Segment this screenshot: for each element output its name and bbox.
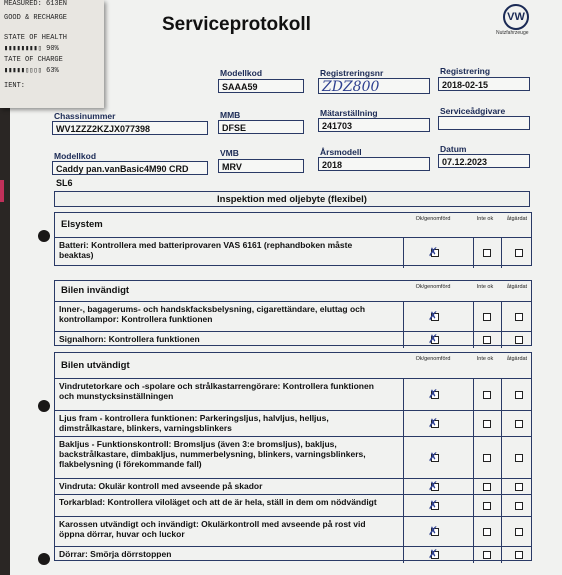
checklist-item-text: Bakljus - Funktionskontroll: Bromsljus (även 3:e bromsljus), bakljus, backstrålkastare, dimbakljus, nummerbelysning, blinkers, varningsblinkers, flakbelysning (i förekommande fall) bbox=[59, 439, 366, 469]
column-divider bbox=[473, 517, 474, 547]
column-divider bbox=[473, 379, 474, 411]
column-divider bbox=[501, 411, 502, 437]
column-divider bbox=[501, 379, 502, 411]
checklist-item-text: Torkarblad: Kontrollera viloläget och att de är hela, ställ in dem om nödvändigt bbox=[59, 497, 377, 507]
check-mark-icon: ✗ bbox=[428, 479, 439, 493]
column-header-inte-ok: Inte ok bbox=[476, 356, 494, 362]
checklist-item-text: Ljus fram - kontrollera funktionen: Parkeringsljus, halvljus, helljus, dimstrålkastare, blinkers, varningsblinkers bbox=[59, 413, 329, 433]
checklist-item-text: Karossen utvändigt och invändigt: Okulärkontroll med avseende på rost vid öppna dörrar, huvar och luckor bbox=[59, 519, 366, 539]
datum-label: Datum bbox=[440, 144, 467, 154]
column-header-inte-ok: Inte ok bbox=[476, 216, 494, 222]
column-divider bbox=[403, 547, 404, 563]
receipt-soh-value: 90% bbox=[46, 45, 59, 53]
arsmodell-field: 2018 bbox=[318, 157, 430, 171]
column-divider bbox=[403, 479, 404, 495]
column-header-atgardat: åtgärdat bbox=[506, 216, 528, 222]
column-header-ok: Ok/genomförd bbox=[415, 284, 451, 290]
column-header-atgardat: åtgärdat bbox=[506, 284, 528, 290]
regnr-field: ZDZ800 bbox=[318, 78, 430, 94]
checklist-row bbox=[55, 436, 531, 478]
registrering-field: 2018-02-15 bbox=[438, 77, 530, 91]
checklist-row bbox=[55, 516, 531, 546]
checklist-row bbox=[55, 331, 531, 347]
arsmodell-label: Årsmodell bbox=[320, 147, 362, 157]
modellkod2-field: Caddy pan.vanBasic4M90 CRD SL6 bbox=[52, 161, 208, 175]
column-divider bbox=[403, 437, 404, 479]
checkbox-atgardat[interactable] bbox=[515, 528, 523, 536]
receipt-line: MEASURED: 613EN bbox=[4, 0, 68, 8]
battery-test-receipt bbox=[0, 0, 104, 108]
checkbox-inte-ok[interactable] bbox=[483, 502, 491, 510]
checklist-row bbox=[55, 301, 531, 331]
column-divider bbox=[403, 379, 404, 411]
receipt-line: STATE OF HEALTH bbox=[4, 34, 68, 42]
page-title: Serviceprotokoll bbox=[162, 14, 311, 35]
check-mark-icon: ✗ bbox=[428, 547, 439, 561]
column-header-atgardat: åtgärdat bbox=[506, 356, 528, 362]
checklist-item-text: Signalhorn: Kontrollera funktionen bbox=[59, 334, 200, 344]
checkbox-inte-ok[interactable] bbox=[483, 483, 491, 491]
modellkod-field: SAAA59 bbox=[218, 79, 304, 93]
mmb-field: DFSE bbox=[218, 120, 304, 134]
checkbox-inte-ok[interactable] bbox=[483, 249, 491, 257]
column-divider bbox=[473, 479, 474, 495]
checkbox-atgardat[interactable] bbox=[515, 391, 523, 399]
column-divider bbox=[473, 495, 474, 517]
checkbox-inte-ok[interactable] bbox=[483, 551, 491, 559]
section bbox=[54, 352, 532, 561]
regnr-label: Registreringsnr bbox=[320, 68, 384, 78]
check-mark-icon: ✗ bbox=[428, 498, 439, 512]
column-divider bbox=[473, 437, 474, 479]
vmb-field: MRV bbox=[218, 159, 304, 173]
receipt-line: IENT: bbox=[4, 82, 26, 90]
checkbox-inte-ok[interactable] bbox=[483, 420, 491, 428]
column-divider bbox=[501, 332, 502, 348]
checkbox-inte-ok[interactable] bbox=[483, 336, 491, 344]
checkbox-atgardat[interactable] bbox=[515, 454, 523, 462]
receipt-soc-bar: ▮▮▮▮▮▯▯▯▯ 63% bbox=[4, 67, 59, 75]
modellkod2-label: Modellkod bbox=[54, 151, 97, 161]
column-divider bbox=[403, 302, 404, 332]
matar-field: 241703 bbox=[318, 118, 430, 132]
punch-hole bbox=[38, 400, 50, 412]
checkbox-atgardat[interactable] bbox=[515, 551, 523, 559]
registrering-label: Registrering bbox=[440, 66, 491, 76]
checklist-item-text: Batteri: Kontrollera med batteriprovaren VAS 6161 (rephandboken måste beaktas) bbox=[59, 240, 353, 260]
mmb-label: MMB bbox=[220, 110, 241, 120]
chassi-label: Chassinummer bbox=[54, 111, 116, 121]
checkbox-inte-ok[interactable] bbox=[483, 454, 491, 462]
column-divider bbox=[473, 238, 474, 268]
checkbox-inte-ok[interactable] bbox=[483, 391, 491, 399]
matar-label: Mätarställning bbox=[320, 108, 378, 118]
checklist-row bbox=[55, 378, 531, 410]
checkbox-atgardat[interactable] bbox=[515, 502, 523, 510]
column-divider bbox=[403, 495, 404, 517]
column-divider bbox=[473, 302, 474, 332]
section-title: Bilen invändigt bbox=[61, 285, 130, 296]
column-divider bbox=[403, 238, 404, 268]
modellkod-label: Modellkod bbox=[220, 68, 263, 78]
column-divider bbox=[473, 411, 474, 437]
column-divider bbox=[501, 302, 502, 332]
vmb-label: VMB bbox=[220, 148, 239, 158]
checkbox-inte-ok[interactable] bbox=[483, 528, 491, 536]
punch-hole bbox=[38, 230, 50, 242]
checkbox-atgardat[interactable] bbox=[515, 420, 523, 428]
background-mark bbox=[0, 180, 4, 202]
checklist-row bbox=[55, 494, 531, 516]
section bbox=[54, 280, 532, 346]
checklist-item-text: Vindruta: Okulär kontroll med avseende på skador bbox=[59, 481, 263, 491]
column-divider bbox=[501, 238, 502, 268]
check-mark-icon: ✗ bbox=[428, 416, 439, 430]
punch-hole bbox=[38, 553, 50, 565]
checkbox-inte-ok[interactable] bbox=[483, 313, 491, 321]
checklist-item-text: Vindrutetorkare och -spolare och strålkastarrengörare: Kontrollera funktionen och munstycksinställningen bbox=[59, 381, 374, 401]
column-divider bbox=[501, 437, 502, 479]
check-mark-icon: ✗ bbox=[428, 245, 439, 259]
column-divider bbox=[501, 495, 502, 517]
check-mark-icon: ✗ bbox=[428, 450, 439, 464]
checklist-item-text: Inner-, bagagerums- och handskfacksbelysning, cigarettändare, eluttag och kontrollampor: Kontrollera funktionen bbox=[59, 304, 366, 324]
radgivare-field bbox=[438, 116, 530, 130]
column-divider bbox=[501, 517, 502, 547]
check-mark-icon: ✗ bbox=[428, 309, 439, 323]
section-title: Bilen utvändigt bbox=[61, 359, 130, 371]
chassi-field: WV1ZZZ2KZJX077398 bbox=[52, 121, 208, 135]
checkbox-atgardat[interactable] bbox=[515, 313, 523, 321]
inspection-title: Inspektion med oljebyte (flexibel) bbox=[54, 191, 530, 207]
check-mark-icon: ✗ bbox=[428, 332, 439, 346]
column-header-inte-ok: Inte ok bbox=[476, 284, 494, 290]
checklist-row bbox=[55, 478, 531, 494]
column-divider bbox=[403, 332, 404, 348]
checkbox-atgardat[interactable] bbox=[515, 249, 523, 257]
receipt-soc-value: 63% bbox=[46, 67, 59, 75]
column-divider bbox=[403, 517, 404, 547]
logo-subtitle: Nutzfahrzeuge bbox=[496, 30, 529, 36]
column-header-ok: Ok/genomförd bbox=[415, 216, 451, 222]
vw-logo-icon: VW bbox=[503, 4, 529, 30]
receipt-line: TATE OF CHARGE bbox=[4, 56, 63, 64]
check-mark-icon: ✗ bbox=[428, 524, 439, 538]
checklist-row bbox=[55, 237, 531, 267]
section-title: Elsystem bbox=[61, 219, 103, 230]
column-divider bbox=[473, 332, 474, 348]
column-divider bbox=[473, 547, 474, 563]
checkbox-atgardat[interactable] bbox=[515, 483, 523, 491]
checklist-row bbox=[55, 410, 531, 436]
column-divider bbox=[403, 411, 404, 437]
checklist-row bbox=[55, 546, 531, 562]
column-divider bbox=[501, 479, 502, 495]
section bbox=[54, 212, 532, 266]
datum-field: 07.12.2023 bbox=[438, 154, 530, 168]
checkbox-atgardat[interactable] bbox=[515, 336, 523, 344]
receipt-line: GOOD & RECHARGE bbox=[4, 14, 68, 22]
radgivare-label: Serviceådgivare bbox=[440, 106, 506, 116]
check-mark-icon: ✗ bbox=[428, 387, 439, 401]
checklist-item-text: Dörrar: Smörja dörrstoppen bbox=[59, 549, 172, 559]
column-divider bbox=[501, 547, 502, 563]
column-header-ok: Ok/genomförd bbox=[415, 356, 451, 362]
receipt-soh-bar: ▮▮▮▮▮▮▮▮▯ 90% bbox=[4, 45, 59, 53]
